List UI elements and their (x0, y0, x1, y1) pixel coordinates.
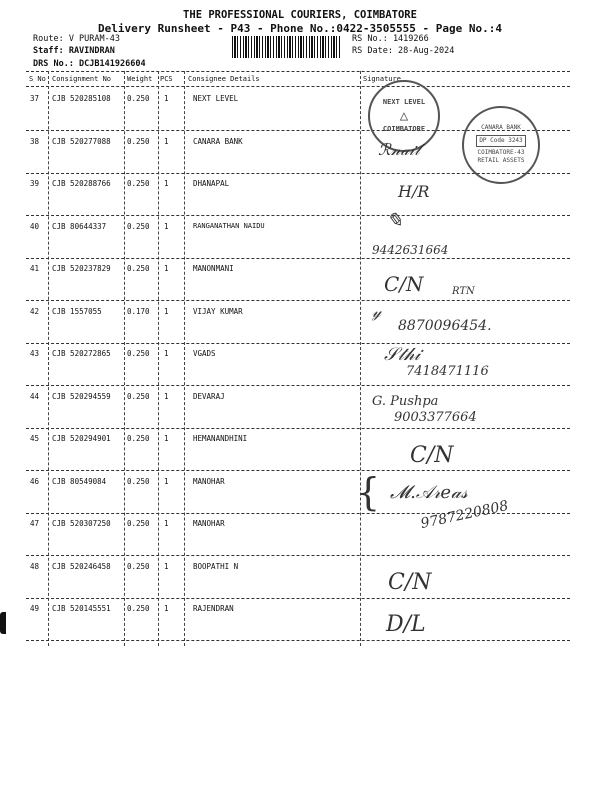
row-weight: 0.250 (127, 136, 150, 146)
row-pcs: 1 (164, 349, 169, 358)
row-weight: 0.250 (127, 434, 150, 443)
row-divider (26, 640, 570, 641)
row-consignment: CJB 520285108 (52, 94, 111, 103)
column-divider (124, 71, 125, 646)
column-divider (158, 71, 159, 646)
row-divider (26, 428, 570, 429)
column-divider (360, 71, 361, 646)
col-header-consignee: Consignee Details (188, 75, 260, 83)
col-header-signature: Signature (363, 75, 401, 83)
triangle-logo-icon: △ (399, 107, 409, 124)
col-header-pcs: PCS (160, 75, 173, 83)
row-sno: 38 (30, 136, 40, 146)
row-consignee: RANGANATHAN NAIDU (193, 221, 265, 230)
row-weight: 0.250 (127, 179, 150, 188)
row-consignee: CANARA BANK (193, 136, 243, 146)
row-pcs: 1 (164, 264, 169, 273)
row-consignment: CJB 520277088 (52, 136, 111, 146)
row-sno: 39 (30, 179, 40, 188)
row-divider (26, 343, 570, 344)
row-consignee: MANOHAR (193, 519, 225, 528)
row-pcs: 1 (164, 221, 169, 231)
route-label: Route: V PURAM-43 (33, 34, 120, 44)
row-weight: 0.170 (127, 306, 150, 316)
row-sno: 48 (30, 561, 40, 571)
column-divider (48, 71, 49, 646)
stamp-text: CANARA BANK (481, 124, 521, 132)
row-consignee: DEVARAJ (193, 391, 225, 401)
row-weight: 0.250 (127, 349, 150, 358)
row-consignment: CJB 520145551 (52, 604, 111, 613)
row-weight: 0.250 (127, 519, 150, 528)
row-weight: 0.250 (127, 264, 150, 273)
row-weight: 0.250 (127, 476, 150, 486)
row-consignment: CJB 520237829 (52, 264, 111, 273)
row-divider (26, 385, 570, 386)
row-consignment: CJB 520272865 (52, 349, 111, 358)
row-divider (26, 470, 570, 471)
row-consignee: HEMANANDHINI (193, 434, 248, 443)
row-pcs: 1 (164, 179, 169, 188)
row-consignee: MANOHAR (193, 476, 225, 486)
row-weight: 0.250 (127, 561, 150, 571)
row-pcs: 1 (164, 476, 169, 486)
row-sno: 41 (30, 264, 40, 273)
row-consignment: CJB 80549084 (52, 476, 107, 486)
sig-row40-phone: 9442631664 (372, 243, 449, 257)
row-pcs: 1 (164, 391, 169, 401)
row-weight: 0.250 (127, 604, 150, 613)
scan-edge-mark (0, 612, 6, 634)
row-pcs: 1 (164, 604, 169, 613)
row-pcs: 1 (164, 136, 169, 146)
row-pcs: 1 (164, 434, 169, 443)
signature-scribble-icon: 𝒮𝓉𝒽𝒾 (384, 344, 421, 365)
row-consignee: VIJAY KUMAR (193, 306, 243, 316)
signature-scribble-icon: ✎ (386, 208, 403, 232)
row-divider (26, 598, 570, 599)
row-sno: 45 (30, 434, 40, 443)
sig-row44-phone: 9003377664 (394, 410, 477, 425)
company-title: THE PROFESSIONAL COURIERS, COIMBATORE (183, 9, 417, 21)
table-header-rule (26, 86, 570, 87)
row-sno: 44 (30, 391, 40, 401)
row-sno: 49 (30, 604, 40, 613)
row-sno: 43 (30, 349, 40, 358)
column-divider (184, 71, 185, 646)
row-divider (26, 215, 570, 216)
sig-row42-phone: 8870096454. (398, 318, 492, 334)
sig-row44-name: G. Pushpa (372, 394, 439, 409)
sig-row43-phone: 7418471116 (406, 364, 489, 379)
row-consignment: CJB 520288766 (52, 179, 111, 188)
signature-scribble-icon: 𝓎 (372, 302, 382, 321)
row-pcs: 1 (164, 561, 169, 571)
col-header-weight: Weight (127, 75, 153, 83)
stamp-text: RETAIL ASSETS (477, 157, 525, 165)
table-top-rule (26, 71, 570, 72)
row-consignee: DHANAPAL (193, 179, 230, 188)
row-pcs: 1 (164, 94, 169, 103)
sig-row47-phone: 9787220808 (419, 497, 510, 533)
stamp-text: COIMBATORE-43 (477, 149, 525, 156)
row-sno: 40 (30, 221, 40, 231)
row-consignee: RAJENDRAN (193, 604, 234, 613)
sig-row41-a: C/N (384, 272, 424, 296)
rs-number: RS No.: 1419266 (352, 34, 429, 44)
barcode (232, 36, 342, 58)
canara-bank-stamp (462, 106, 540, 184)
staff-label: Staff: RAVINDRAN (33, 46, 115, 56)
row-weight: 0.250 (127, 94, 150, 103)
row-pcs: 1 (164, 306, 169, 316)
stamp-text: DP Code 3243 (476, 135, 525, 147)
row-consignee: BOOPATHI N (193, 561, 239, 571)
runsheet-subtitle: Delivery Runsheet - P43 - Phone No.:0422-3505555 - Page No.:4 (98, 22, 502, 35)
row-pcs: 1 (164, 519, 169, 528)
row-weight: 0.250 (127, 391, 150, 401)
row-consignee: NEXT LEVEL (193, 94, 239, 103)
col-header-consignment: Consignment No (52, 75, 112, 83)
row-divider (26, 555, 570, 556)
row-sno: 37 (30, 94, 40, 103)
stamp-text: NEXT LEVEL (382, 97, 426, 106)
bracket-mark-icon: { (356, 470, 381, 514)
row-sno: 46 (30, 476, 40, 486)
row-consignment: CJB 1557055 (52, 306, 102, 316)
drs-number: DRS No.: DCJB141926604 (33, 59, 146, 69)
row-consignment: CJB 520307250 (52, 519, 111, 528)
signature-scribble-icon: ℛ𝓃𝒶𝒾𝓁 (378, 140, 420, 159)
signature-scribble-icon: 𝓜.𝒜𝓇𝑒𝒶𝓈 (390, 482, 468, 503)
row-consignment: CJB 520294559 (52, 391, 111, 401)
sig-row48: C/N (388, 570, 432, 595)
row-consignment: CJB 520294901 (52, 434, 111, 443)
row-consignment: CJB 520246458 (52, 561, 111, 571)
row-sno: 47 (30, 519, 40, 528)
col-header-sno: S No (29, 75, 46, 83)
row-divider (26, 258, 570, 259)
rs-date: RS Date: 28-Aug-2024 (352, 46, 455, 56)
sig-row39: H/R (398, 182, 430, 201)
sig-row45: C/N (410, 443, 454, 468)
sig-row41-b: RTN (452, 286, 475, 297)
stamp-text: COIMBATORE (382, 125, 426, 134)
row-weight: 0.250 (127, 221, 150, 231)
row-consignment: CJB 80644337 (52, 221, 107, 231)
row-consignee: VGADS (193, 349, 216, 358)
sig-row49: D/L (386, 612, 426, 637)
row-sno: 42 (30, 306, 40, 316)
row-consignee: MANONMANI (193, 264, 234, 273)
row-divider (26, 300, 570, 301)
